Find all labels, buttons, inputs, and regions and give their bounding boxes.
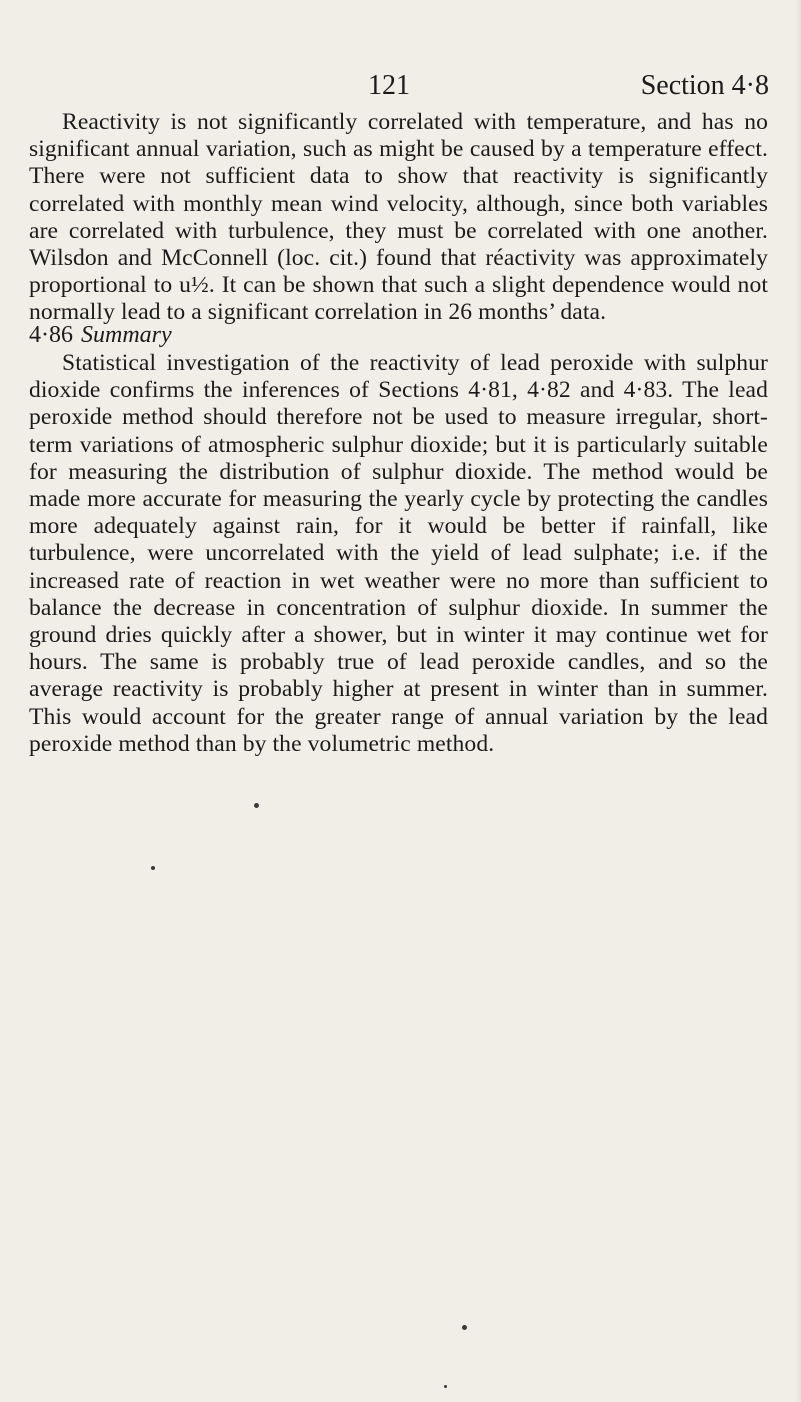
scan-speck [254,803,259,808]
scan-speck [151,866,155,870]
running-header [0,70,801,110]
page-edge-shadow [795,0,801,1402]
page-number: 121 [368,70,410,101]
section-reference: Section 4·8 [640,70,769,101]
scan-speck [444,1385,447,1388]
section-heading [29,322,172,349]
paragraph-reactivity-correlation: Reactivity is not significantly correlated with temperature, and has no significant annual variation, such as might be caused by a temperature effect. There were not sufficient data to show that reactivity is significantly correlated with monthly mean wind velocity, although, since both variables are correlated with turbulence, they must be correlated with one another. Wilsdon and McConnell (loc. cit.) found that réactivity was approximately proportional to u½. It can be shown that such a slight dependence would not normally lead to a significant correlation in 26 months’ data. [29,109,768,326]
scan-speck [462,1325,467,1330]
paragraph-summary: Statistical investigation of the reactivity of lead peroxide with sulphur dioxide confirms the inferences of Sections 4·81, 4·82 and 4·83. The lead peroxide method should therefore not be used to measure irregular, short-term variations of atmospheric sulphur dioxide; but it is particularly suitable for measuring the distribution of sulphur dioxide. The method would be made more accurate for measuring the yearly cycle by protecting the candles more adequately against rain, for it would be better if rainfall, like turbulence, were uncorrelated with the yield of lead sulphate; i.e. if the increased rate of reaction in wet weather were no more than sufficient to balance the decrease in concentration of sulphur dioxide. In summer the ground dries quickly after a shower, but in winter it may continue wet for hours. The same is probably true of lead peroxide candles, and so the average reactivity is probably higher at present in winter than in summer. This would account for the greater range of annual variation by the lead peroxide method than by the volumetric method. [29,350,768,757]
section-number: 4·86 [29,322,73,348]
section-title: Summary [81,322,172,348]
